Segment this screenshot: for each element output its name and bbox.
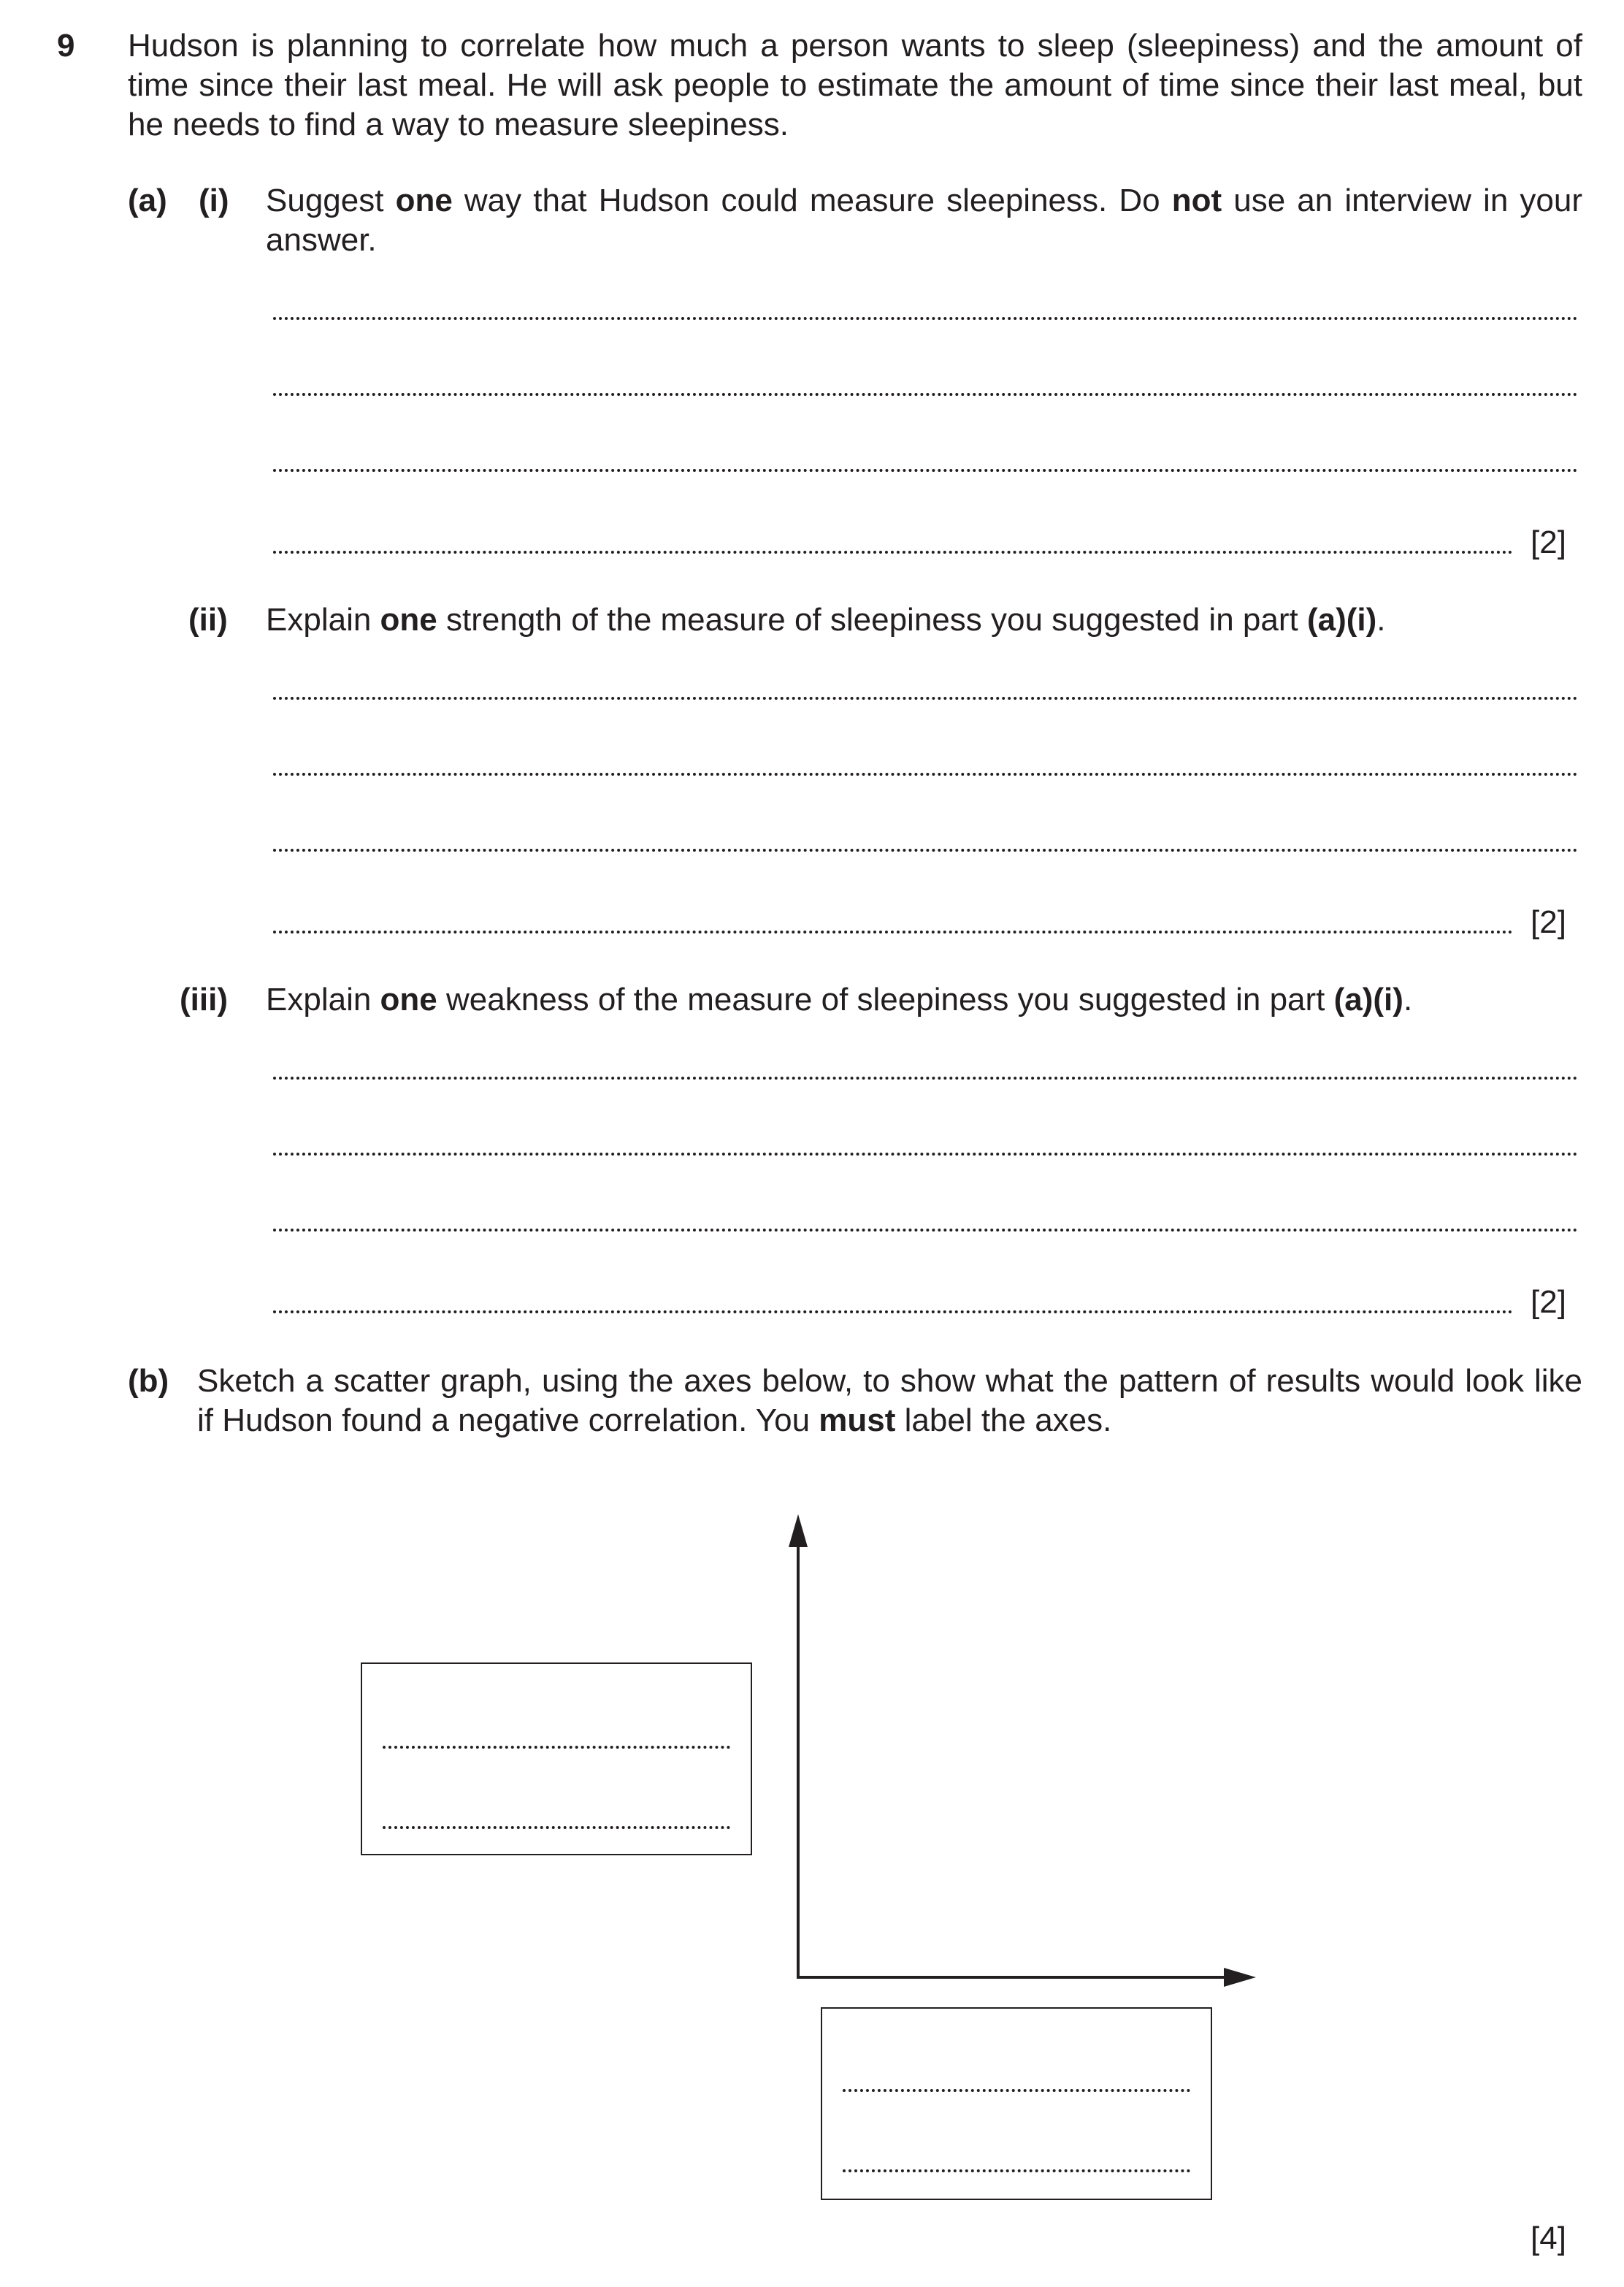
x-axis-arrowhead xyxy=(1224,1968,1256,1987)
question-stem: Hudson is planning to correlate how much a person wants to sleep (sleepiness) and the amount of time since their last meal. He will ask people to estimate the amount of time since their last meal, but he needs to find a way to measure sleepiness. xyxy=(128,28,1582,142)
y-axis-label-line-2[interactable] xyxy=(383,1826,730,1829)
part-a-iii-label: (iii) xyxy=(180,982,228,1017)
part-a-label: (a) xyxy=(128,183,167,218)
y-axis-label-box[interactable] xyxy=(361,1662,752,1855)
y-axis-arrowhead xyxy=(789,1514,808,1547)
part-a-i-question: Suggest one way that Hudson could measure sleepiness. Do not use an interview in your answer. xyxy=(266,183,1582,258)
question-number: 9 xyxy=(57,28,75,64)
part-a-i-label: (i) xyxy=(199,183,229,218)
part-a-ii-question: Explain one strength of the measure of sleepiness you suggested in part (a)(i). xyxy=(266,602,1386,638)
marks-a-iii: [2] xyxy=(1531,1284,1566,1320)
marks-a-i: [2] xyxy=(1531,524,1566,560)
y-axis-label-line-1[interactable] xyxy=(383,1746,730,1749)
x-axis-label-line-2[interactable] xyxy=(843,2169,1190,2172)
marks-b: [4] xyxy=(1531,2221,1566,2256)
part-b-question: Sketch a scatter graph, using the axes below, to show what the pattern of results would look like if Hudson found a negative correlation. You must label the axes. xyxy=(197,1363,1582,1438)
x-axis-label-line-1[interactable] xyxy=(843,2089,1190,2092)
part-b-label: (b) xyxy=(128,1363,169,1399)
x-axis-label-box[interactable] xyxy=(821,2007,1212,2200)
part-a-iii-question: Explain one weakness of the measure of sleepiness you suggested in part (a)(i). xyxy=(266,982,1413,1017)
marks-a-ii: [2] xyxy=(1531,904,1566,940)
part-a-ii-label: (ii) xyxy=(188,602,228,638)
